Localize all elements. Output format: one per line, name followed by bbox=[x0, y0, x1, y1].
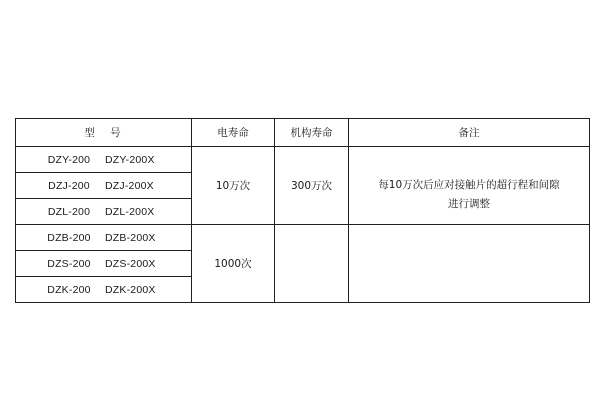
table-row bbox=[16, 147, 590, 173]
model-code-variant: DZY-200X bbox=[105, 153, 155, 166]
cell-mechanical-life-group-2 bbox=[275, 225, 349, 303]
model-code-primary: DZY-200 bbox=[47, 153, 91, 166]
cell-model bbox=[16, 251, 192, 277]
model-code-primary: DZJ-200 bbox=[48, 179, 90, 192]
cell-electrical-life-group-2: 1000次 bbox=[192, 225, 275, 303]
cell-remarks bbox=[349, 147, 590, 225]
model-code-variant: DZJ-200X bbox=[105, 179, 154, 192]
cell-electrical-life-group-1: 10万次 bbox=[192, 147, 275, 225]
remarks-line-1: 每10万次后应对接触片的超行程和间隙 bbox=[378, 178, 560, 191]
model-code-primary: DZL-200 bbox=[47, 205, 91, 218]
header-model-label: 型 号 bbox=[84, 127, 127, 139]
cell-model bbox=[16, 277, 192, 303]
remarks-line-2: 进行调整 bbox=[448, 198, 490, 211]
header-remarks: 备注 bbox=[349, 119, 590, 147]
header-model bbox=[16, 119, 192, 147]
model-code-primary: DZB-200 bbox=[47, 231, 91, 244]
model-code-primary: DZS-200 bbox=[47, 257, 91, 270]
table-header-row bbox=[16, 119, 590, 147]
cell-remarks-empty bbox=[349, 225, 590, 303]
model-code-primary: DZK-200 bbox=[47, 283, 91, 296]
header-electrical-life: 电寿命 bbox=[192, 119, 275, 147]
model-code-variant: DZB-200X bbox=[105, 231, 156, 244]
cell-model bbox=[16, 199, 192, 225]
cell-mechanical-life-group-1: 300万次 bbox=[275, 147, 349, 225]
header-mechanical-life: 机构寿命 bbox=[275, 119, 349, 147]
model-code-variant: DZK-200X bbox=[105, 283, 156, 296]
table-row bbox=[16, 225, 590, 251]
cell-model bbox=[16, 173, 192, 199]
specification-table bbox=[15, 118, 590, 303]
spec-table-container bbox=[15, 118, 585, 303]
cell-model bbox=[16, 147, 192, 173]
cell-model bbox=[16, 225, 192, 251]
model-code-variant: DZL-200X bbox=[105, 205, 155, 218]
model-code-variant: DZS-200X bbox=[105, 257, 156, 270]
